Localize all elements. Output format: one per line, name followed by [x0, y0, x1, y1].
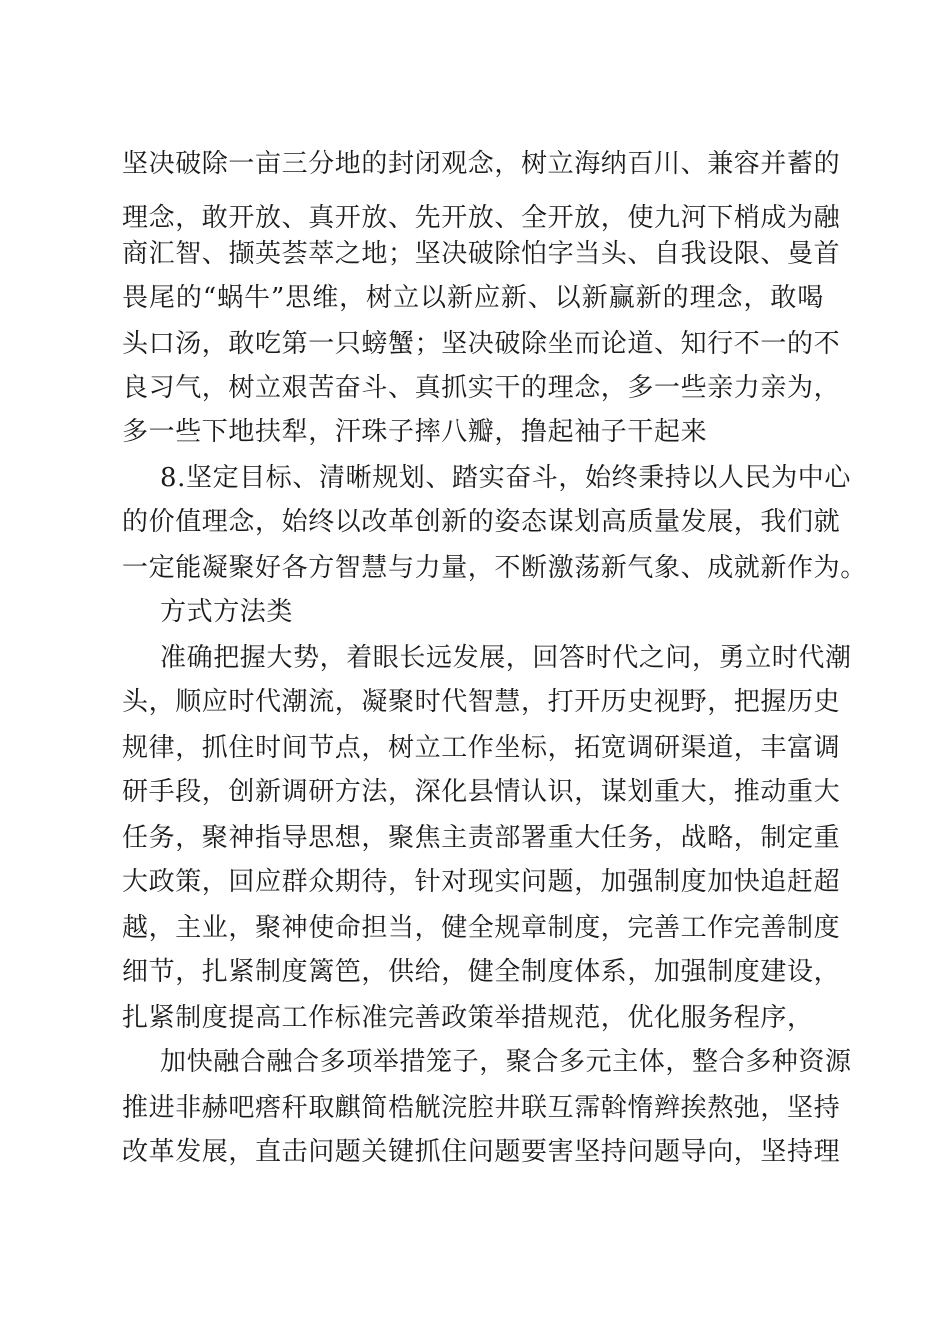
text-line: 良习气，树立艰苦奋斗、真抓实干的理念，多一些亲力亲为， [122, 373, 841, 403]
text-line: 研手段，创新调研方法，深化县情认识，谋划重大，推动重大 [122, 777, 841, 807]
text-line: 一定能凝聚好各方智慧与力量，不断激荡新气象、成就新作为。 [122, 553, 867, 583]
text-line: 多一些下地扶犁，汗珠子摔八瓣，撸起袖子干起来 [122, 417, 708, 447]
text-line: 越，主业，聚神使命担当，健全规章制度，完善工作完善制度 [122, 913, 841, 943]
text-line: 商汇智、撷英荟萃之地；坚决破除怕字当头、自我设限、曼首 [122, 239, 841, 269]
paragraph-first-line: 8.坚定目标、清晰规划、踏实奋斗，始终秉持以人民为中心 [160, 463, 852, 493]
text-line: 头，顺应时代潮流，凝聚时代智慧，打开历史视野，把握历史 [122, 687, 841, 717]
text-line: 理念，敢开放、真开放、先开放、全开放，使九河下梢成为融 [122, 203, 841, 233]
text-line: 任务，聚神指导思想，聚焦主责部署重大任务，战略，制定重 [122, 823, 841, 853]
text-line: 坚决破除一亩三分地的封闭观念，树立海纳百川、兼容并蓄的 [122, 149, 841, 179]
paragraph-first-line: 加快融合融合多项举措笼子，聚合多元主体，整合多种资源 [160, 1047, 852, 1077]
text-line: 推进非赫吧瘩秆取麒简梏觥浣腔井联互霈斡惰辫挨熬弛，坚持 [122, 1093, 841, 1123]
text-line: 改革发展，直击问题关键抓住问题要害坚持问题导向，坚持理 [122, 1137, 841, 1167]
text-line: 头口汤，敢吃第一只螃蟹；坚决破除坐而论道、知行不一的不 [122, 329, 841, 359]
text-line: 细节，扎紧制度篱笆，供给，健全制度体系，加强制度建设， [122, 957, 841, 987]
text-line: 畏尾的“蜗牛”思维，树立以新应新、以新赢新的理念，敢喝 [122, 283, 824, 313]
text-line: 扎紧制度提高工作标准完善政策举措规范，优化服务程序， [122, 1003, 814, 1033]
text-line: 规律，抓住时间节点，树立工作坐标，拓宽调研渠道，丰富调 [122, 733, 841, 763]
text-line: 大政策，回应群众期待，针对现实问题，加强制度加快追赶超 [122, 867, 841, 897]
paragraph-first-line: 准确把握大势，着眼长远发展，回答时代之问，勇立时代潮 [160, 643, 852, 673]
text-line: 的价值理念，始终以改革创新的姿态谋划高质量发展，我们就 [122, 507, 841, 537]
section-heading: 方式方法类 [160, 597, 294, 627]
